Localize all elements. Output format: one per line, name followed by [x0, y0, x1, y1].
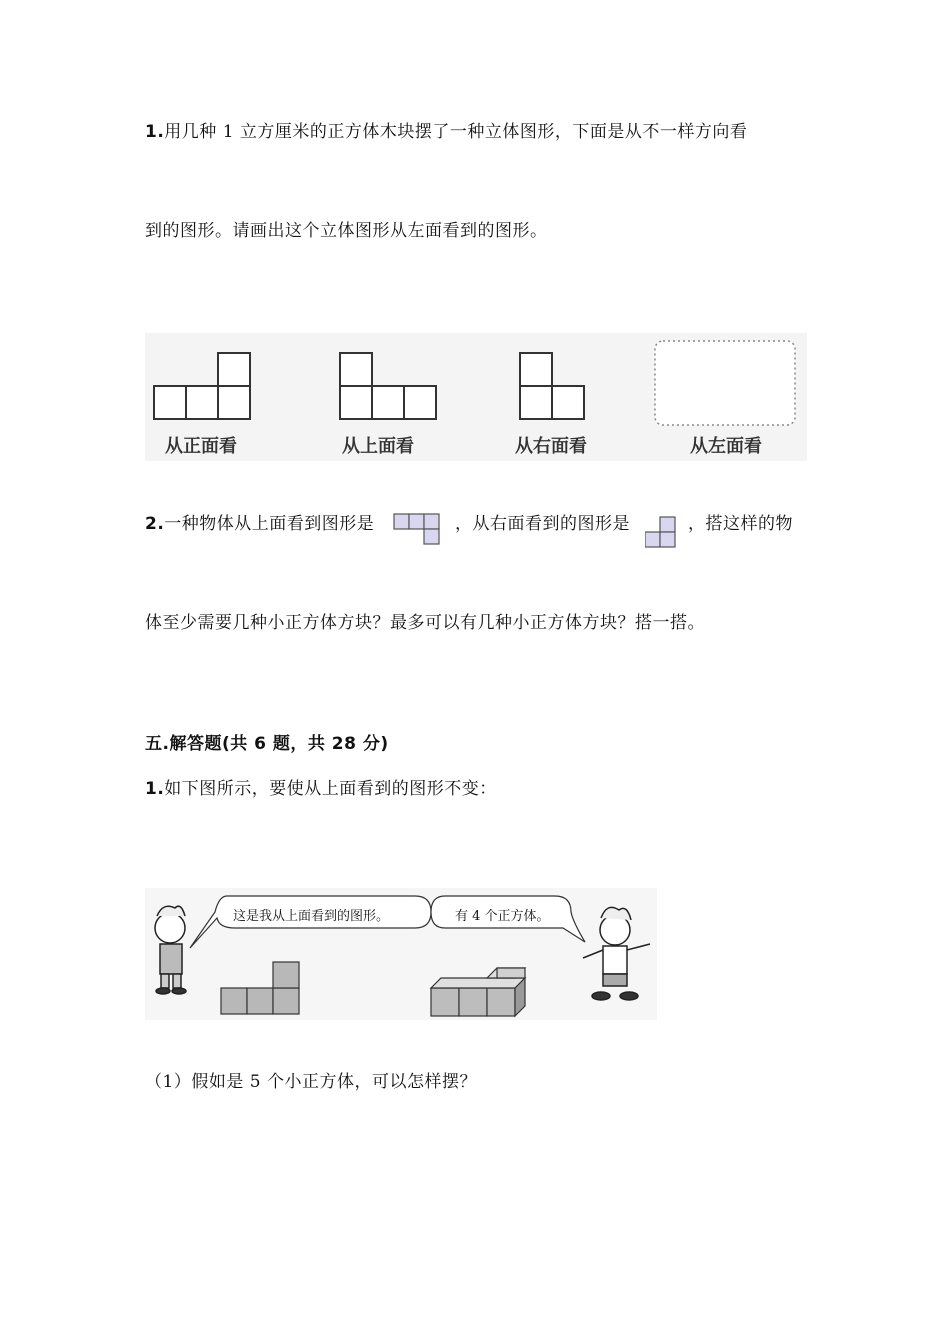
left-boy-illustration [155, 906, 186, 994]
q2-number: 2. [145, 514, 165, 534]
cube-stack-drawing [431, 968, 525, 1016]
s5-q1-text: 如下图所示，要使从上面看到的图形不变： [164, 779, 497, 799]
caption-front: 从正面看 [165, 436, 237, 457]
left-view-blank-box [655, 341, 795, 425]
left-bubble-text: 这是我从上面看到的图形。 [233, 909, 390, 924]
s5-q1-sub1: （1）假如是 5 个小正方体，可以怎样摆？ [145, 1072, 477, 1092]
caption-top: 从上面看 [342, 436, 414, 457]
right-view-shape [520, 353, 584, 419]
q2-top-view-icon [393, 512, 441, 546]
q2-text-part2: ，从右面看到的图形是 [455, 514, 630, 534]
q2-text-part3: ，搭这样的物 [688, 514, 793, 534]
caption-right: 从右面看 [515, 436, 587, 457]
s5-q1-number: 1. [145, 779, 165, 799]
top-view-drawing [221, 962, 299, 1014]
cartoon-figure [145, 888, 657, 1020]
q1-number: 1. [145, 122, 165, 142]
right-boy-illustration [583, 907, 650, 1000]
views-figure [145, 333, 807, 461]
q2-right-view-icon [645, 515, 677, 549]
q2-line2: 体至少需要几种小正方体方块？最多可以有几种小正方体方块？搭一搭。 [145, 613, 705, 633]
cartoon-drawing [145, 888, 657, 1020]
q2-text-part1: 一种物体从上面看到图形是 [164, 514, 375, 534]
s5-q1-line [145, 774, 497, 799]
q1-line2: 到的图形。请画出这个立体图形从左面看到的图形。 [145, 221, 548, 241]
front-view-shape [154, 353, 250, 419]
caption-left: 从左面看 [690, 436, 762, 457]
section5-heading: 五.解答题(共 6 题，共 28 分) [145, 734, 389, 754]
q1-text-line1: 用几种 1 立方厘米的正方体木块摆了一种立体图形，下面是从不一样方向看 [164, 122, 748, 142]
top-view-shape [340, 353, 436, 419]
right-bubble-text: 有 4 个正方体。 [455, 909, 550, 924]
q1-line1 [145, 117, 747, 142]
q2-line1 [145, 509, 374, 534]
